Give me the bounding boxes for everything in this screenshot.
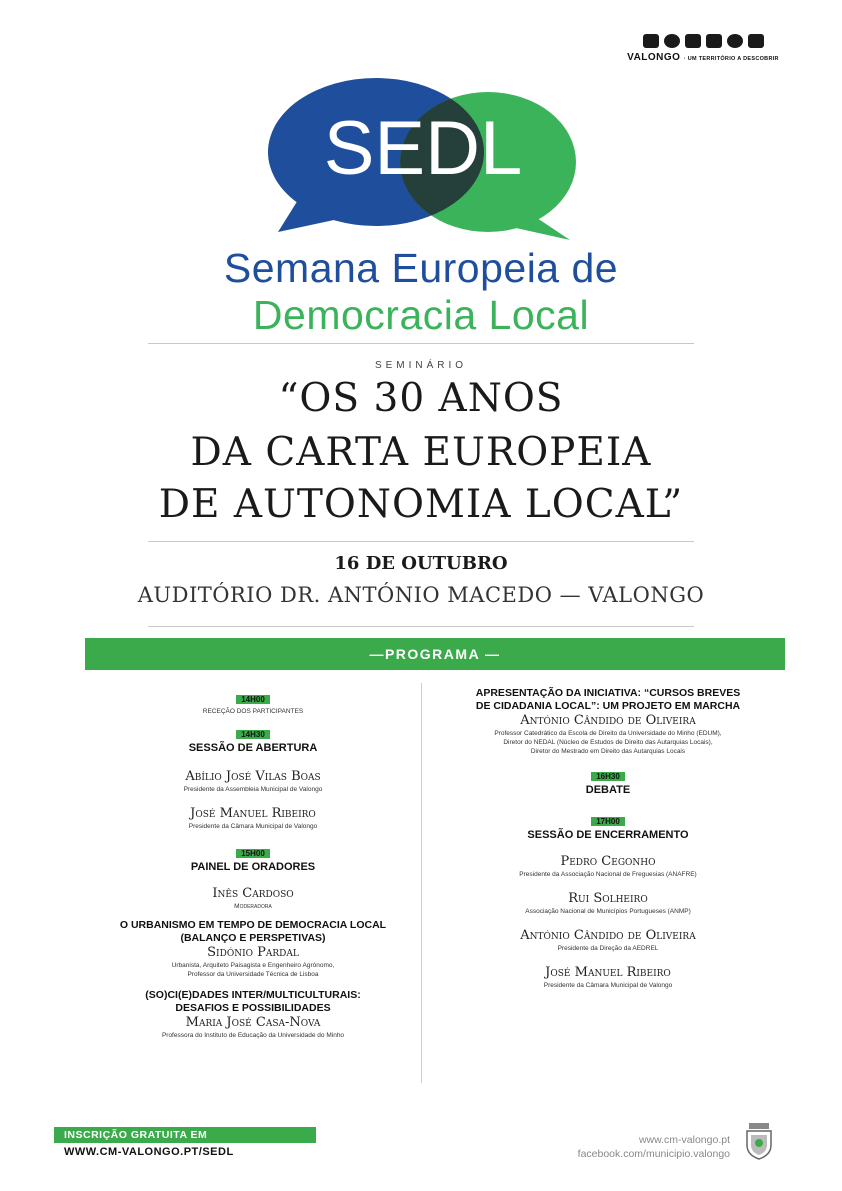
speaker-name: José Manuel Ribeiro	[545, 965, 671, 980]
brand-tagline: · UM TERRITÓRIO A DESCOBRIR	[683, 56, 779, 62]
talk-title: (BALANÇO E PERSPETIVAS)	[180, 932, 326, 944]
divider-rule	[148, 541, 694, 542]
divider-rule	[148, 343, 694, 344]
speaker-role: Diretor do NEDAL (Núcleo de Estudos de Direito das Autarquias Locais),	[503, 739, 713, 746]
time-badge: 14H00	[236, 695, 270, 704]
speaker-name: Pedro Cegonho	[560, 854, 656, 869]
speaker-role: Presidente da Câmara Municipal de Valongo	[188, 823, 318, 830]
website-link[interactable]: www.cm-valongo.pt	[638, 1134, 730, 1146]
speaker-name: Abílio José Vilas Boas	[185, 769, 321, 784]
speaker-name: Sidónio Pardal	[207, 945, 299, 960]
screen-icon	[685, 34, 701, 48]
footer-links	[578, 1133, 730, 1161]
time-badge: 16H30	[591, 772, 625, 781]
sedl-logo	[258, 72, 588, 248]
seminar-label: SEMINÁRIO	[374, 360, 468, 371]
speaker-role: Presidente da Direção da AEDREL	[557, 945, 659, 952]
seminar-title-line-3: DE AUTONOMIA LOCAL”	[158, 482, 684, 527]
speaker-role: Professora do Instituto de Educação da Universidade do Minho	[161, 1032, 345, 1039]
speaker-role: Diretor do Mestrado em Direito das Autarquias Locais	[530, 748, 686, 755]
panel-heading: PAINEL DE ORADORES	[190, 861, 316, 873]
brand-name: VALONGO	[627, 52, 681, 63]
speaker-role: Urbanista, Arquiteto Paisagista e Engenheiro Agrónomo,	[171, 962, 335, 969]
talk-title: APRESENTAÇÃO DA INICIATIVA: “CURSOS BREVES	[475, 687, 741, 699]
speaker-role: Moderadora	[234, 903, 272, 910]
logo-icons	[608, 34, 798, 48]
registration-label: INSCRIÇÃO GRATUITA EM	[54, 1127, 316, 1143]
subtitle-line-1: Semana Europeia de	[223, 245, 619, 291]
program-left-column	[85, 683, 421, 1040]
time-badge: 14H30	[236, 730, 270, 739]
facebook-link[interactable]: facebook.com/municipio.valongo	[577, 1148, 730, 1160]
talk-title: (SO)CI(E)DADES INTER/MULTICULTURAIS:	[145, 989, 361, 1001]
program-right-column	[440, 683, 776, 990]
runner-icon	[706, 34, 722, 48]
event-venue: AUDITÓRIO DR. ANTÓNIO MACEDO — VALONGO	[137, 583, 705, 607]
speaker-role: Associação Nacional de Municípios Portugueses (ANMP)	[525, 908, 691, 915]
speaker-role: Professor Catedrático da Escola de Direito da Universidade do Minho (EDUM),	[494, 730, 722, 737]
closing-heading: SESSÃO DE ENCERRAMENTO	[527, 829, 689, 841]
speaker-name: José Manuel Ribeiro	[190, 806, 316, 821]
speaker-name: Maria José Casa-Nova	[185, 1015, 321, 1030]
church-icon	[748, 34, 764, 48]
talk-title: DE CIDADANIA LOCAL”: UM PROJETO EM MARCHA	[475, 700, 741, 712]
speaker-name: António Cândido de Oliveira	[520, 713, 696, 728]
speaker-role: Presidente da Assembleia Municipal de Valongo	[183, 786, 323, 793]
debate-heading: DEBATE	[585, 784, 631, 796]
speaker-name: António Cândido de Oliveira	[520, 928, 696, 943]
speaker-role: Presidente da Associação Nacional de Freguesias (ANAFRE)	[519, 871, 697, 878]
seminar-title-line-1: “OS 30 ANOS	[278, 376, 564, 421]
subtitle-line-2: Democracia Local	[252, 292, 590, 338]
cyclist-icon	[727, 34, 743, 48]
column-divider	[421, 683, 422, 1083]
talk-title: O URBANISMO EM TEMPO DE DEMOCRACIA LOCAL	[119, 919, 387, 931]
talk-title: DESAFIOS E POSSIBILIDADES	[175, 1002, 331, 1014]
reception-label: RECEÇÃO DOS PARTICIPANTES	[202, 708, 304, 715]
coat-of-arms-icon	[742, 1121, 776, 1161]
speaker-name: Rui Solheiro	[568, 891, 648, 906]
wheel-icon	[664, 34, 680, 48]
sedl-acronym: SEDL	[323, 106, 523, 191]
speaker-name: Inês Cardoso	[212, 886, 294, 901]
time-badge: 15H00	[236, 849, 270, 858]
program-header: —PROGRAMA —	[85, 638, 785, 670]
speaker-role: Presidente da Câmara Municipal de Valongo	[543, 982, 673, 989]
registration-link[interactable]: WWW.CM-VALONGO.PT/SEDL	[64, 1146, 234, 1158]
seminar-title-line-2: DA CARTA EUROPEIA	[190, 430, 652, 475]
logo-text	[608, 52, 798, 63]
hill-icon	[643, 34, 659, 48]
speaker-role: Professor da Universidade Técnica de Lisboa	[187, 971, 319, 978]
opening-heading: SESSÃO DE ABERTURA	[188, 742, 318, 754]
time-badge: 17H00	[591, 817, 625, 826]
valongo-logo	[608, 34, 798, 63]
divider-rule	[148, 626, 694, 627]
event-date: 16 DE OUTUBRO	[334, 553, 508, 574]
